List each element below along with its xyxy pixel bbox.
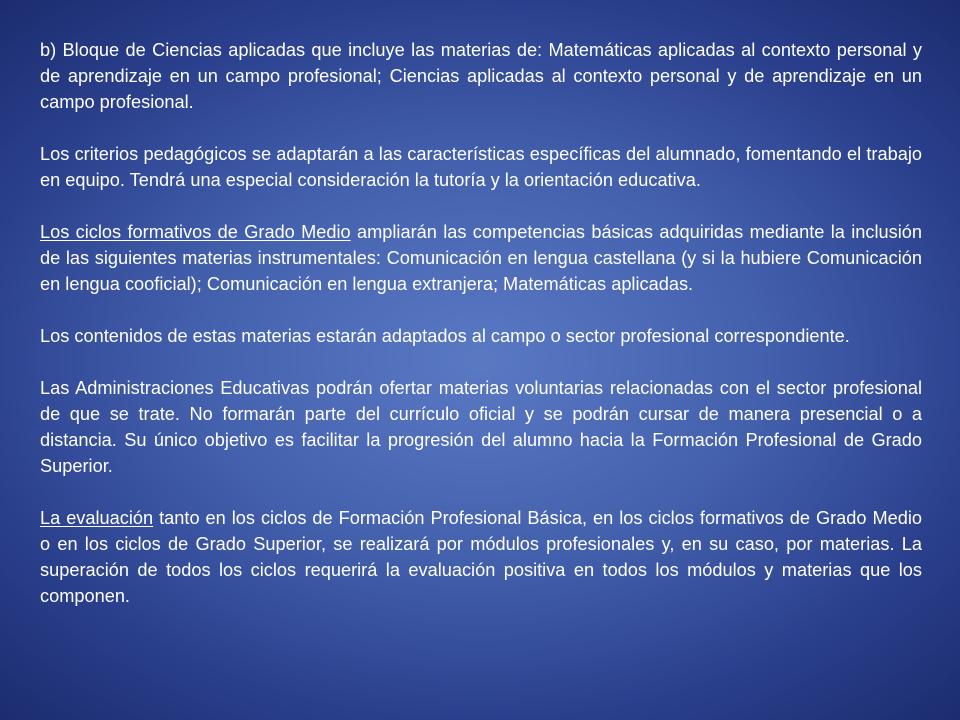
slide-body (40, 37, 922, 635)
paragraph-bloque-ciencias (40, 37, 922, 115)
paragraph-text: ampliarán las competencias básicas adquiridas mediante la inclusión de las siguientes materias instrumentales: Comunicación en lengua castellana (y si la hubiere Comunicación en lengua cooficial); Comunicación en lengua extranjera; Matemáticas aplicadas. (40, 222, 922, 294)
paragraph-materias-voluntarias (40, 375, 922, 479)
paragraph-text: Las Administraciones Educativas podrán ofertar materias voluntarias relacionadas con el sector profesional de que se trate. No formarán parte del currículo oficial y se podrán cursar de manera presencial o a distancia. Su único objetivo es facilitar la progresión del alumno hacia la Formación Profesional de Grado Superior. (40, 378, 922, 476)
paragraph-ciclos-grado-medio (40, 219, 922, 297)
paragraph-contenidos-materias (40, 323, 922, 349)
paragraph-text: tanto en los ciclos de Formación Profesional Básica, en los ciclos formativos de Grado Medio o en los ciclos de Grado Superior, se realizará por módulos profesionales y, en su caso, por materias. La superación de todos los ciclos requerirá la evaluación positiva en todos los módulos y materias que los componen. (40, 508, 922, 606)
paragraph-text: b) Bloque de Ciencias aplicadas que incluye las materias de: Matemáticas aplicadas al contexto personal y de aprendizaje en un campo profesional; Ciencias aplicadas al contexto personal y de aprendizaje en un campo profesional. (40, 40, 922, 112)
paragraph-evaluacion (40, 505, 922, 609)
paragraph-text: Los criterios pedagógicos se adaptarán a las características específicas del alumnado, fomentando el trabajo en equipo. Tendrá una especial consideración la tutoría y la orientación educativa. (40, 144, 922, 190)
paragraph-criterios-pedagogicos (40, 141, 922, 193)
paragraph-text: Los contenidos de estas materias estarán adaptados al campo o sector profesional correspondiente. (40, 326, 850, 346)
underlined-heading: Los ciclos formativos de Grado Medio (40, 222, 351, 242)
underlined-heading: La evaluación (40, 508, 154, 528)
